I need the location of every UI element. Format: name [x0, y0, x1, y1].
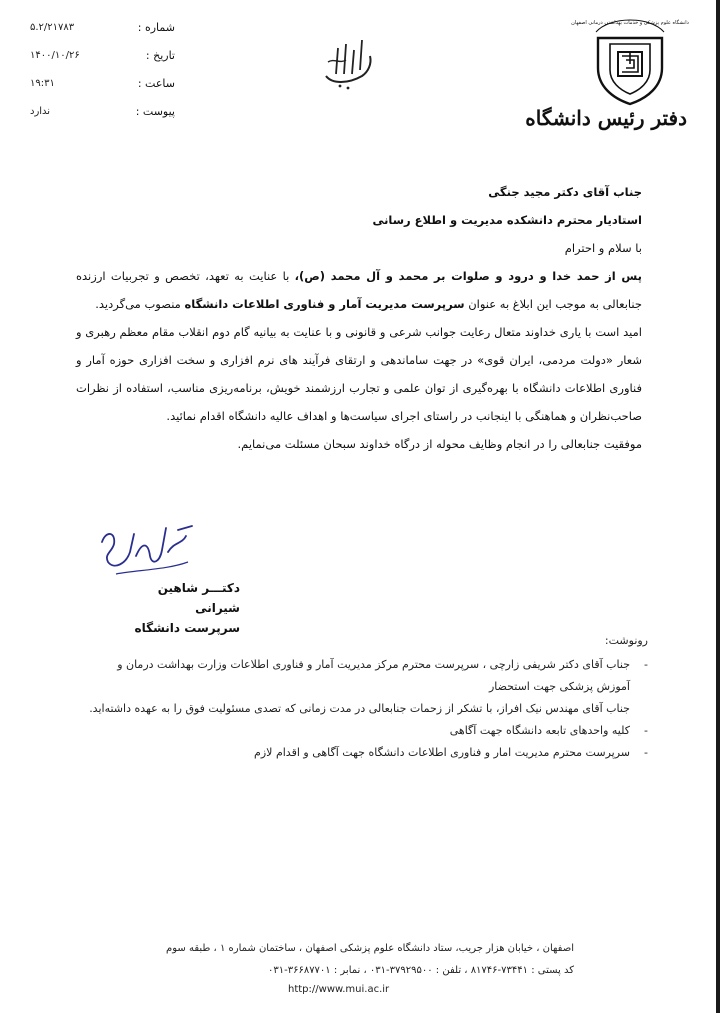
attachment-label: پیوست :: [135, 105, 175, 118]
bismillah-calligraphy: [318, 34, 378, 94]
cc-dash: -: [644, 658, 648, 671]
praise-text: پس از حمد خدا و درود و صلوات بر محمد و آل محمد (ص)،: [294, 269, 642, 283]
cc-item: [82, 720, 648, 742]
paragraph-closing: موفقیت جنابعالی را در انجام وظایف محوله از درگاه خداوند سبحان مسئلت می‌نمایم.: [237, 437, 642, 451]
logo-text: دانشگاه علوم پزشکی و خدمات بهداشتی درمانی اصفهان: [571, 20, 689, 26]
date-row: [30, 42, 175, 70]
scan-edge: [716, 0, 720, 1013]
greeting: با سلام و احترام: [564, 241, 642, 255]
appointed-role: سرپرست مدیریت آمار و فناوری اطلاعات دانشگاه: [184, 297, 465, 311]
number-value: ۵.۲/۲۱۷۸۳: [30, 22, 75, 33]
number-row: [30, 14, 175, 42]
paragraph-expectations: امید است با یاری خداوند متعال رعایت جوانب شرعی و قانونی و با عنایت به بیانیه گام دوم انقلاب مقام معظم رهبری و شعار «دولت مردمی، ایران قوی» در جهت ساماندهی و ارتقای فرآیند های نرم افزاری و سخت افزاری حوزه آمار و فناوری اطلاعات دانشگاه با بهره‌گیری از توان علمی و تجارب ارزشمند خویش، برنامه‌ریزی مناسب، استفاده از نظرات صاحب‌نظران و هماهنگی با اینجانب در راستای اجرای سیاست‌ها و اهداف عالیه دانشگاه اقدام نمائید.: [76, 325, 642, 423]
cc-item-text: جناب آقای دکتر شریفی زارچی ، سرپرست محترم مرکز مدیریت آمار و فناوری اطلاعات وزارت بهداشت درمان و آموزش پزشکی جهت استحضار: [117, 658, 630, 693]
cc-item-text: جناب آقای مهندس نیک افراز، با تشکر از زحمات جنابعالی در مدت زمانی که تصدی مسئولیت فوق را به عهده داشته‌اید.: [89, 702, 630, 715]
paragraph-appointment: [76, 262, 642, 318]
date-value: ۱۴۰۰/۱۰/۲۶: [30, 50, 80, 61]
university-logo: [571, 10, 689, 106]
signatory-position: سرپرست دانشگاه: [134, 621, 240, 635]
addressee-title: استادیار محترم دانشکده مدیریت و اطلاع رسانی: [372, 213, 642, 227]
date-label: تاریخ :: [145, 49, 175, 62]
time-label: ساعت :: [137, 77, 175, 90]
addressee: جناب آقای دکتر مجید جنگی: [488, 185, 642, 199]
cc-item-text: سرپرست محترم مدیریت امار و فناوری اطلاعات دانشگاه جهت آگاهی و اقدام لازم: [254, 746, 630, 759]
cc-item: [82, 654, 648, 698]
office-title: دفتر رئیس دانشگاه: [525, 106, 687, 130]
cc-dash: -: [644, 746, 648, 759]
cc-item: [82, 698, 648, 720]
cc-item: [82, 742, 648, 764]
signatory-block: [120, 578, 240, 638]
appointment-end: منصوب می‌گردید.: [95, 297, 185, 311]
cc-title: رونوشت:: [604, 634, 648, 647]
cc-dash: -: [644, 724, 648, 737]
handwritten-signature: [96, 512, 196, 582]
letter-body: [76, 178, 642, 458]
footer-website-link[interactable]: http://www.mui.ac.ir: [288, 984, 390, 995]
appointment-text: با عنایت به تعهد، تخصص و تجربیات ارزنده جنابعالی به موجب این ابلاغ به عنوان: [76, 269, 642, 311]
time-row: [30, 70, 175, 98]
footer-address-block: [150, 938, 574, 982]
footer-address: اصفهان ، خیابان هزار جریب، ستاد دانشگاه علوم پزشکی اصفهان ، ساختمان شماره ۱ ، طبقه سوم: [166, 943, 574, 954]
footer-contact: کد پستی : ۷۳۴۴۱-۸۱۷۴۶ ، تلفن : ۳۷۹۲۹۵۰۰-۰۳۱ ، نمابر : ۳۶۶۸۷۷۰۱-۰۳۱: [267, 965, 574, 976]
number-label: شماره :: [137, 21, 175, 34]
letter-metadata: [30, 14, 175, 126]
cc-item-text: کلیه واحدهای تابعه دانشگاه جهت آگاهی: [449, 724, 630, 737]
time-value: ۱۹:۳۱: [30, 78, 55, 89]
attachment-value: ندارد: [30, 106, 51, 117]
cc-list: [82, 630, 648, 764]
attachment-row: [30, 98, 175, 126]
signatory-name: دکتـــر شاهین شیرانی: [157, 581, 240, 615]
